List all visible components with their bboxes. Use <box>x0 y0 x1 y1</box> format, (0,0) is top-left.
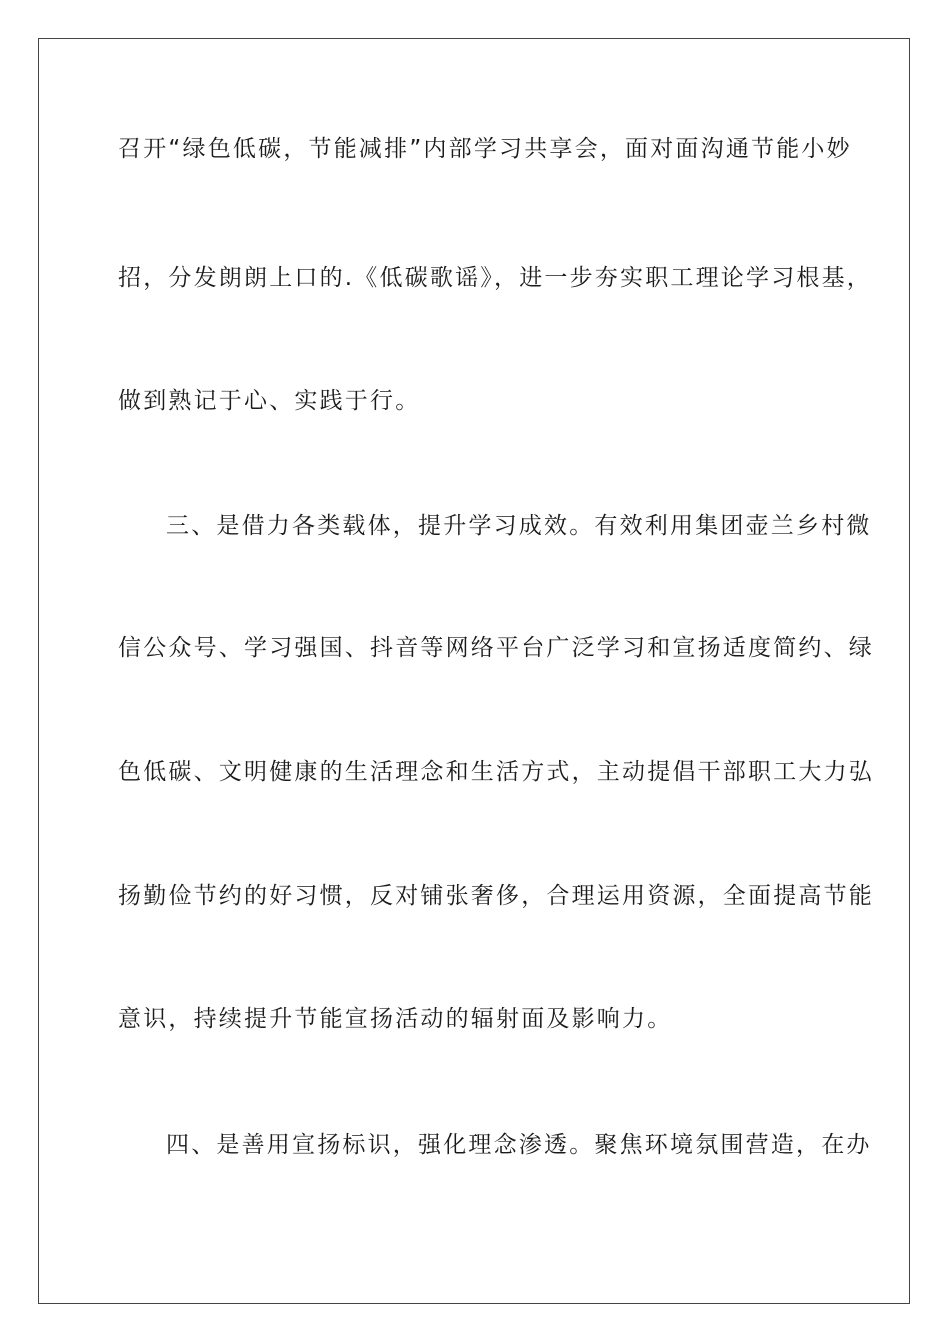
text-line: 色低碳、文明健康的生活理念和生活方式，主动提倡干部职工大力弘 <box>118 759 874 785</box>
paragraph-three-first-line: 三、是借力各类载体，提升学习成效。有效利用集团壶兰乡村微 <box>166 513 872 539</box>
text-line: 招，分发朗朗上口的.《低碳歌谣》，进一步夯实职工理论学习根基， <box>118 265 873 291</box>
page-border <box>38 38 910 1304</box>
text-line: 做到熟记于心、实践于行。 <box>118 388 421 414</box>
text-line: 意识，持续提升节能宣扬活动的辐射面及影响力。 <box>118 1006 673 1032</box>
text-line: 信公众号、学习强国、抖音等网络平台广泛学习和宣扬适度简约、绿 <box>118 635 874 661</box>
text-line: 扬勤俭节约的好习惯，反对铺张奢侈，合理运用资源，全面提高节能 <box>118 883 874 909</box>
text-line: 召开“绿色低碳，节能减排”内部学习共享会，面对面沟通节能小妙 <box>118 136 852 162</box>
paragraph-four-first-line: 四、是善用宣扬标识，强化理念渗透。聚焦环境氛围营造，在办 <box>166 1132 872 1158</box>
